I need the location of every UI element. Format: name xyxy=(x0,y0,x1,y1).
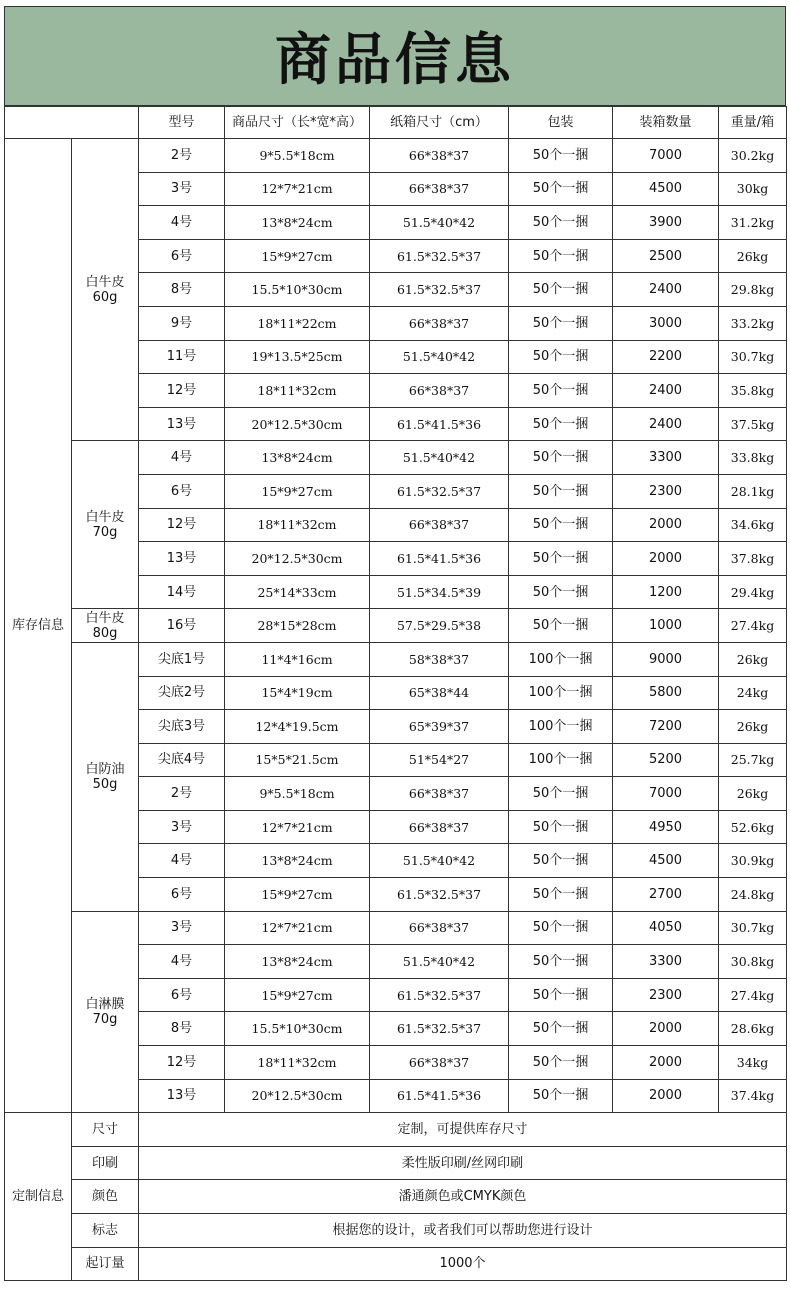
carton-size-cell: 58*38*37 xyxy=(370,642,509,676)
carton-qty-cell: 7000 xyxy=(613,777,719,811)
packing-cell: 50个一捆 xyxy=(509,508,613,542)
weight-cell: 34.6kg xyxy=(719,508,787,542)
header-blank-cell xyxy=(5,107,139,139)
model-cell: 14号 xyxy=(139,575,225,609)
header-product-size: 商品尺寸（长*宽*高） xyxy=(225,107,370,139)
packing-cell: 50个一捆 xyxy=(509,911,613,945)
material-weight: 70g xyxy=(92,1011,118,1027)
custom-row xyxy=(5,1180,787,1214)
carton-size-cell: 51*54*27 xyxy=(370,743,509,777)
header-carton-size: 纸箱尺寸（cm） xyxy=(370,107,509,139)
product-size-cell: 20*12.5*30cm xyxy=(225,542,370,576)
product-size-cell: 15*9*27cm xyxy=(225,978,370,1012)
carton-qty-cell: 3300 xyxy=(613,441,719,475)
product-size-cell: 15.5*10*30cm xyxy=(225,273,370,307)
weight-cell: 33.8kg xyxy=(719,441,787,475)
product-size-cell: 19*13.5*25cm xyxy=(225,340,370,374)
custom-key-cell: 起订量 xyxy=(72,1247,139,1281)
model-cell: 4号 xyxy=(139,945,225,979)
carton-qty-cell: 7200 xyxy=(613,710,719,744)
weight-cell: 27.4kg xyxy=(719,609,787,643)
packing-cell: 50个一捆 xyxy=(509,407,613,441)
material-name: 白牛皮 xyxy=(85,509,125,525)
carton-size-cell: 61.5*32.5*37 xyxy=(370,878,509,912)
carton-qty-cell: 2400 xyxy=(613,273,719,307)
weight-cell: 27.4kg xyxy=(719,978,787,1012)
material-weight: 70g xyxy=(92,524,118,540)
carton-qty-cell: 3000 xyxy=(613,306,719,340)
carton-qty-cell: 2300 xyxy=(613,978,719,1012)
packing-cell: 100个一捆 xyxy=(509,743,613,777)
model-cell: 4号 xyxy=(139,441,225,475)
carton-size-cell: 66*38*37 xyxy=(370,172,509,206)
product-size-cell: 13*8*24cm xyxy=(225,844,370,878)
packing-cell: 50个一捆 xyxy=(509,239,613,273)
packing-cell: 50个一捆 xyxy=(509,306,613,340)
carton-size-cell: 66*38*37 xyxy=(370,508,509,542)
packing-cell: 50个一捆 xyxy=(509,810,613,844)
product-table xyxy=(4,106,787,1281)
model-cell: 尖底1号 xyxy=(139,642,225,676)
custom-info-label: 定制信息 xyxy=(5,1113,72,1281)
carton-size-cell: 66*38*37 xyxy=(370,911,509,945)
header-weight: 重量/箱 xyxy=(719,107,787,139)
model-cell: 16号 xyxy=(139,609,225,643)
packing-cell: 50个一捆 xyxy=(509,542,613,576)
custom-row xyxy=(5,1146,787,1180)
carton-qty-cell: 2500 xyxy=(613,239,719,273)
carton-size-cell: 66*38*37 xyxy=(370,1046,509,1080)
carton-size-cell: 66*38*37 xyxy=(370,374,509,408)
custom-value-cell: 1000个 xyxy=(139,1247,787,1281)
carton-qty-cell: 4500 xyxy=(613,172,719,206)
product-size-cell: 11*4*16cm xyxy=(225,642,370,676)
weight-cell: 24.8kg xyxy=(719,878,787,912)
carton-size-cell: 66*38*37 xyxy=(370,777,509,811)
model-cell: 6号 xyxy=(139,239,225,273)
model-cell: 11号 xyxy=(139,340,225,374)
carton-size-cell: 51.5*40*42 xyxy=(370,206,509,240)
custom-row xyxy=(5,1214,787,1248)
carton-size-cell: 61.5*32.5*37 xyxy=(370,239,509,273)
material-cell xyxy=(72,139,139,441)
carton-size-cell: 61.5*32.5*37 xyxy=(370,474,509,508)
carton-qty-cell: 2300 xyxy=(613,474,719,508)
product-size-cell: 15*9*27cm xyxy=(225,474,370,508)
product-size-cell: 18*11*22cm xyxy=(225,306,370,340)
material-weight: 60g xyxy=(92,289,118,305)
carton-qty-cell: 2000 xyxy=(613,542,719,576)
material-cell xyxy=(72,441,139,609)
product-size-cell: 12*7*21cm xyxy=(225,810,370,844)
model-cell: 12号 xyxy=(139,374,225,408)
table-row xyxy=(5,139,787,173)
table-row xyxy=(5,911,787,945)
packing-cell: 50个一捆 xyxy=(509,575,613,609)
carton-size-cell: 65*38*44 xyxy=(370,676,509,710)
weight-cell: 30.2kg xyxy=(719,139,787,173)
custom-value-cell: 根据您的设计，或者我们可以帮助您进行设计 xyxy=(139,1214,787,1248)
carton-qty-cell: 5200 xyxy=(613,743,719,777)
table-row xyxy=(5,609,787,643)
weight-cell: 35.8kg xyxy=(719,374,787,408)
carton-qty-cell: 2000 xyxy=(613,1012,719,1046)
product-size-cell: 12*7*21cm xyxy=(225,172,370,206)
packing-cell: 50个一捆 xyxy=(509,441,613,475)
carton-size-cell: 51.5*34.5*39 xyxy=(370,575,509,609)
carton-size-cell: 57.5*29.5*38 xyxy=(370,609,509,643)
page-title: 商品信息 xyxy=(275,28,515,93)
carton-qty-cell: 5800 xyxy=(613,676,719,710)
packing-cell: 100个一捆 xyxy=(509,676,613,710)
model-cell: 3号 xyxy=(139,810,225,844)
packing-cell: 50个一捆 xyxy=(509,1079,613,1113)
header-row xyxy=(5,107,787,139)
packing-cell: 50个一捆 xyxy=(509,844,613,878)
model-cell: 13号 xyxy=(139,1079,225,1113)
carton-size-cell: 65*39*37 xyxy=(370,710,509,744)
model-cell: 6号 xyxy=(139,978,225,1012)
custom-value-cell: 潘通颜色或CMYK颜色 xyxy=(139,1180,787,1214)
carton-qty-cell: 2000 xyxy=(613,1046,719,1080)
carton-qty-cell: 4500 xyxy=(613,844,719,878)
table-row xyxy=(5,642,787,676)
carton-qty-cell: 2000 xyxy=(613,508,719,542)
model-cell: 13号 xyxy=(139,407,225,441)
product-size-cell: 15*9*27cm xyxy=(225,878,370,912)
weight-cell: 30.9kg xyxy=(719,844,787,878)
weight-cell: 26kg xyxy=(719,710,787,744)
header-carton-qty: 装箱数量 xyxy=(613,107,719,139)
custom-value-cell: 定制，可提供库存尺寸 xyxy=(139,1113,787,1147)
product-size-cell: 15*5*21.5cm xyxy=(225,743,370,777)
packing-cell: 50个一捆 xyxy=(509,206,613,240)
model-cell: 8号 xyxy=(139,1012,225,1046)
product-size-cell: 28*15*28cm xyxy=(225,609,370,643)
product-size-cell: 12*4*19.5cm xyxy=(225,710,370,744)
carton-qty-cell: 2200 xyxy=(613,340,719,374)
packing-cell: 50个一捆 xyxy=(509,945,613,979)
carton-size-cell: 61.5*41.5*36 xyxy=(370,1079,509,1113)
carton-size-cell: 66*38*37 xyxy=(370,810,509,844)
table-row xyxy=(5,441,787,475)
packing-cell: 100个一捆 xyxy=(509,710,613,744)
weight-cell: 29.8kg xyxy=(719,273,787,307)
carton-qty-cell: 2000 xyxy=(613,1079,719,1113)
material-cell xyxy=(72,642,139,911)
custom-key-cell: 颜色 xyxy=(72,1180,139,1214)
product-size-cell: 13*8*24cm xyxy=(225,945,370,979)
packing-cell: 50个一捆 xyxy=(509,273,613,307)
material-cell xyxy=(72,609,139,643)
model-cell: 12号 xyxy=(139,508,225,542)
custom-key-cell: 标志 xyxy=(72,1214,139,1248)
product-size-cell: 20*12.5*30cm xyxy=(225,1079,370,1113)
custom-row xyxy=(5,1247,787,1281)
product-size-cell: 18*11*32cm xyxy=(225,374,370,408)
product-size-cell: 12*7*21cm xyxy=(225,911,370,945)
weight-cell: 30.7kg xyxy=(719,911,787,945)
weight-cell: 24kg xyxy=(719,676,787,710)
carton-qty-cell: 2400 xyxy=(613,407,719,441)
model-cell: 2号 xyxy=(139,139,225,173)
packing-cell: 50个一捆 xyxy=(509,474,613,508)
weight-cell: 29.4kg xyxy=(719,575,787,609)
packing-cell: 50个一捆 xyxy=(509,1046,613,1080)
weight-cell: 30.7kg xyxy=(719,340,787,374)
model-cell: 6号 xyxy=(139,474,225,508)
weight-cell: 30kg xyxy=(719,172,787,206)
material-cell xyxy=(72,911,139,1113)
weight-cell: 26kg xyxy=(719,642,787,676)
model-cell: 4号 xyxy=(139,206,225,240)
custom-value-cell: 柔性版印刷/丝网印刷 xyxy=(139,1146,787,1180)
material-weight: 50g xyxy=(92,776,118,792)
product-size-cell: 15.5*10*30cm xyxy=(225,1012,370,1046)
carton-size-cell: 66*38*37 xyxy=(370,139,509,173)
packing-cell: 50个一捆 xyxy=(509,1012,613,1046)
carton-size-cell: 61.5*32.5*37 xyxy=(370,1012,509,1046)
product-size-cell: 15*4*19cm xyxy=(225,676,370,710)
model-cell: 尖底2号 xyxy=(139,676,225,710)
weight-cell: 28.1kg xyxy=(719,474,787,508)
packing-cell: 50个一捆 xyxy=(509,777,613,811)
packing-cell: 100个一捆 xyxy=(509,642,613,676)
weight-cell: 52.6kg xyxy=(719,810,787,844)
carton-qty-cell: 4950 xyxy=(613,810,719,844)
packing-cell: 50个一捆 xyxy=(509,609,613,643)
product-size-cell: 25*14*33cm xyxy=(225,575,370,609)
custom-key-cell: 尺寸 xyxy=(72,1113,139,1147)
model-cell: 6号 xyxy=(139,878,225,912)
material-weight: 80g xyxy=(92,625,118,641)
model-cell: 尖底4号 xyxy=(139,743,225,777)
carton-qty-cell: 3900 xyxy=(613,206,719,240)
weight-cell: 30.8kg xyxy=(719,945,787,979)
stock-info-label: 库存信息 xyxy=(5,139,72,1113)
carton-size-cell: 66*38*37 xyxy=(370,306,509,340)
carton-size-cell: 51.5*40*42 xyxy=(370,945,509,979)
material-name: 白牛皮 xyxy=(85,274,125,290)
product-size-cell: 20*12.5*30cm xyxy=(225,407,370,441)
weight-cell: 26kg xyxy=(719,777,787,811)
product-size-cell: 9*5.5*18cm xyxy=(225,777,370,811)
carton-size-cell: 51.5*40*42 xyxy=(370,441,509,475)
carton-qty-cell: 3300 xyxy=(613,945,719,979)
custom-key-cell: 印刷 xyxy=(72,1146,139,1180)
header-packing: 包装 xyxy=(509,107,613,139)
header-model: 型号 xyxy=(139,107,225,139)
packing-cell: 50个一捆 xyxy=(509,139,613,173)
packing-cell: 50个一捆 xyxy=(509,340,613,374)
material-name: 白防油 xyxy=(85,761,125,777)
custom-row xyxy=(5,1113,787,1147)
weight-cell: 37.5kg xyxy=(719,407,787,441)
packing-cell: 50个一捆 xyxy=(509,172,613,206)
carton-qty-cell: 7000 xyxy=(613,139,719,173)
carton-size-cell: 61.5*41.5*36 xyxy=(370,542,509,576)
title-banner xyxy=(4,6,786,106)
carton-size-cell: 61.5*41.5*36 xyxy=(370,407,509,441)
product-size-cell: 18*11*32cm xyxy=(225,508,370,542)
carton-qty-cell: 1000 xyxy=(613,609,719,643)
carton-size-cell: 61.5*32.5*37 xyxy=(370,273,509,307)
weight-cell: 25.7kg xyxy=(719,743,787,777)
product-size-cell: 13*8*24cm xyxy=(225,441,370,475)
carton-qty-cell: 9000 xyxy=(613,642,719,676)
model-cell: 13号 xyxy=(139,542,225,576)
model-cell: 3号 xyxy=(139,172,225,206)
model-cell: 4号 xyxy=(139,844,225,878)
weight-cell: 26kg xyxy=(719,239,787,273)
carton-qty-cell: 1200 xyxy=(613,575,719,609)
carton-qty-cell: 2400 xyxy=(613,374,719,408)
carton-qty-cell: 4050 xyxy=(613,911,719,945)
weight-cell: 28.6kg xyxy=(719,1012,787,1046)
packing-cell: 50个一捆 xyxy=(509,978,613,1012)
material-name: 白淋膜 xyxy=(85,996,125,1012)
weight-cell: 33.2kg xyxy=(719,306,787,340)
weight-cell: 31.2kg xyxy=(719,206,787,240)
model-cell: 3号 xyxy=(139,911,225,945)
material-name: 白牛皮 xyxy=(85,610,125,626)
product-size-cell: 13*8*24cm xyxy=(225,206,370,240)
carton-size-cell: 51.5*40*42 xyxy=(370,340,509,374)
table-body xyxy=(5,107,787,1281)
product-size-cell: 15*9*27cm xyxy=(225,239,370,273)
weight-cell: 37.8kg xyxy=(719,542,787,576)
model-cell: 12号 xyxy=(139,1046,225,1080)
model-cell: 2号 xyxy=(139,777,225,811)
model-cell: 尖底3号 xyxy=(139,710,225,744)
carton-size-cell: 51.5*40*42 xyxy=(370,844,509,878)
carton-qty-cell: 2700 xyxy=(613,878,719,912)
carton-size-cell: 61.5*32.5*37 xyxy=(370,978,509,1012)
packing-cell: 50个一捆 xyxy=(509,878,613,912)
model-cell: 9号 xyxy=(139,306,225,340)
packing-cell: 50个一捆 xyxy=(509,374,613,408)
model-cell: 8号 xyxy=(139,273,225,307)
weight-cell: 34kg xyxy=(719,1046,787,1080)
weight-cell: 37.4kg xyxy=(719,1079,787,1113)
product-size-cell: 9*5.5*18cm xyxy=(225,139,370,173)
product-size-cell: 18*11*32cm xyxy=(225,1046,370,1080)
